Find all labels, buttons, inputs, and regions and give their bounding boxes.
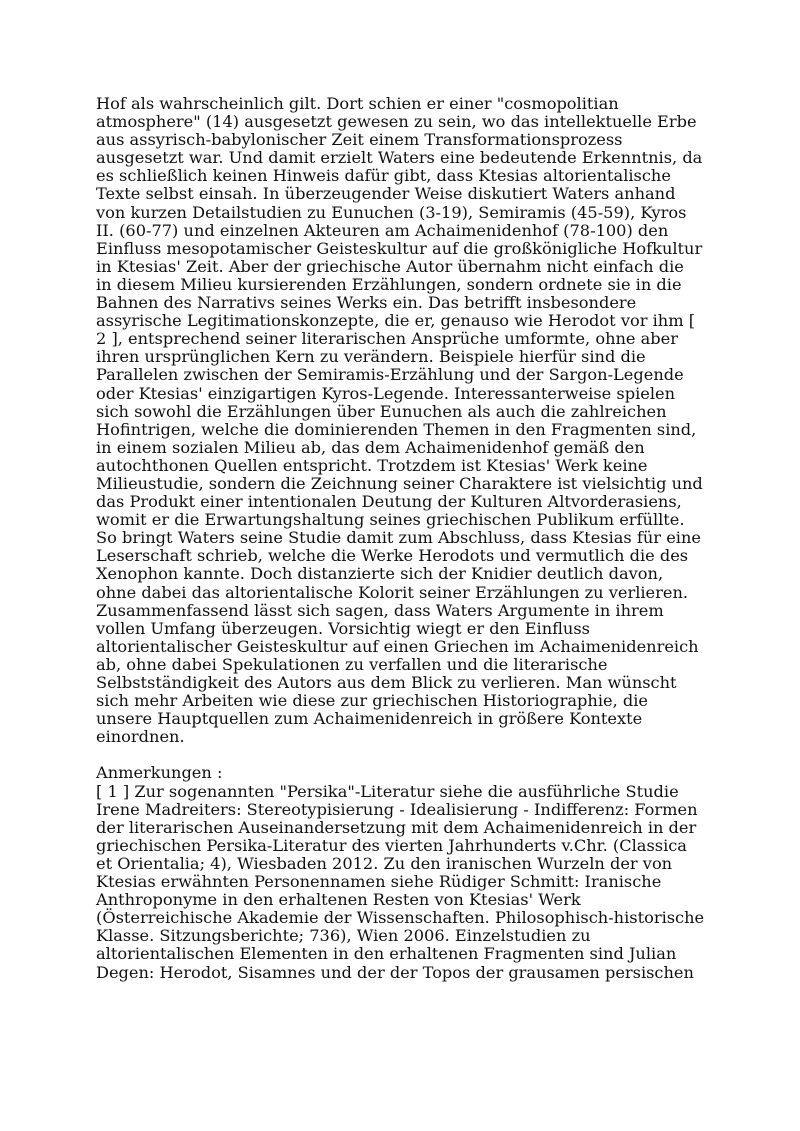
body-text-line: aus assyrisch-babylonischer Zeit einem Transformationsprozess <box>96 130 623 150</box>
body-text-line: ausgesetzt war. Und damit erzielt Waters eine bedeutende Erkenntnis, da <box>96 148 703 168</box>
body-text-line: assyrische Legitimationskonzepte, die er, genauso wie Herodot vor ihm [ <box>96 311 696 331</box>
note-line: (Österreichische Akademie der Wissenschaften. Philosophisch-historische <box>96 908 705 928</box>
body-text-line: das Produkt einer intentionalen Deutung der Kulturen Altvorderasiens, <box>96 492 682 512</box>
body-text-line: Parallelen zwischen der Semiramis-Erzählung und der Sargon-Legende <box>96 365 684 385</box>
body-text-line: Texte selbst einsah. In überzeugender Weise diskutiert Waters anhand <box>96 184 676 204</box>
note-line: Degen: Herodot, Sisamnes und der der Topos der grausamen persischen <box>96 962 694 982</box>
note-line: et Orientalia; 4), Wiesbaden 2012. Zu den iranischen Wurzeln der von <box>96 853 673 873</box>
body-text-line: ihren ursprünglichen Kern zu verändern. Beispiele hierfür sind die <box>96 347 646 367</box>
note-line: Irene Madreiters: Stereotypisierung - Idealisierung - Indifferenz: Formen <box>96 799 698 819</box>
body-text-line: Xenophon kannte. Doch distanzierte sich der Knidier deutlich davon, <box>96 564 664 584</box>
body-text-line: von kurzen Detailstudien zu Eunuchen (3-19), Semiramis (45-59), Kyros <box>96 202 687 222</box>
body-text-line: sich mehr Arbeiten wie diese zur griechischen Historiographie, die <box>96 691 649 711</box>
note-line: altorientalischen Elementen in den erhaltenen Fragmenten sind Julian <box>96 944 677 964</box>
document-page <box>96 95 736 982</box>
notes-text <box>96 783 736 982</box>
body-text-line: Hof als wahrscheinlich gilt. Dort schien er einer "cosmopolitian <box>96 94 619 113</box>
note-line: Ktesias erwähnten Personennamen siehe Rüdiger Schmitt: Iranische <box>96 872 662 892</box>
body-text-line: Selbstständigkeit des Autors aus dem Blick zu verlieren. Man wünscht <box>96 673 677 692</box>
body-text-line: Hofintrigen, welche die dominierenden Themen in den Fragmenten sind, <box>96 419 697 439</box>
body-text-line: es schließlich keinen Hinweis dafür gibt, dass Ktesias altorientalische <box>96 166 671 186</box>
note-line: Anthroponyme in den erhaltenen Resten von Ktesias' Werk <box>96 890 581 910</box>
body-text-line: ab, ohne dabei Spekulationen zu verfallen und die literarische <box>96 654 608 674</box>
body-text-line: altorientalischer Geisteskultur auf einen Griechen im Achaimenidenreich <box>96 636 699 656</box>
paragraph-gap <box>96 746 736 764</box>
body-text-line: autochthonen Quellen entspricht. Trotzdem ist Ktesias' Werk keine <box>96 455 648 475</box>
body-text-line: in diesem Milieu kursierenden Erzählungen, sondern ordnete sie in die <box>96 274 682 294</box>
note-line: [ 1 ] Zur sogenannten "Persika"-Literatur siehe die ausführliche Studie <box>96 781 679 801</box>
body-text-line: Leserschaft schrieb, welche die Werke Herodots und vermutlich die des <box>96 546 689 566</box>
body-text-line: 2 ], entsprechend seiner literarischen Ansprüche umformte, ohne aber <box>96 329 678 349</box>
note-line: griechischen Persika-Literatur des vierten Jahrhunderts v.Chr. (Classica <box>96 835 687 855</box>
body-text-line: womit er die Erwartungshaltung seines griechischen Publikum erfüllte. <box>96 510 685 530</box>
note-line: der literarischen Auseinandersetzung mit dem Achaimenidenreich in der <box>96 817 697 837</box>
body-text-line: unsere Hauptquellen zum Achaimenidenreich in größere Kontexte <box>96 709 643 729</box>
body-text-line: oder Ktesias' einzigartigen Kyros-Legende. Interessanterweise spielen <box>96 383 676 403</box>
notes-heading: Anmerkungen : <box>96 763 223 783</box>
body-text-line: So bringt Waters seine Studie damit zum Abschluss, dass Ktesias für eine <box>96 528 701 548</box>
body-text-line: atmosphere" (14) ausgesetzt gewesen zu sein, wo das intellektuelle Erbe <box>96 112 697 132</box>
body-text-line: Einfluss mesopotamischer Geisteskultur auf die großkönigliche Hofkultur <box>96 238 703 258</box>
body-text-line: Bahnen des Narrativs seines Werks ein. Das betrifft insbesondere <box>96 293 637 313</box>
body-text-line: ohne dabei das altorientalische Kolorit seiner Erzählungen zu verlieren. <box>96 582 689 602</box>
body-text-line: Milieustudie, sondern die Zeichnung seiner Charaktere ist vielsichtig und <box>96 473 703 493</box>
note-line: Klasse. Sitzungsberichte; 736), Wien 2006. Einzelstudien zu <box>96 926 591 946</box>
body-text-line: vollen Umfang überzeugen. Vorsichtig wiegt er den Einfluss <box>96 618 590 638</box>
body-text-line: Zusammenfassend lässt sich sagen, dass Waters Argumente in ihrem <box>96 600 664 620</box>
body-text-line: in Ktesias' Zeit. Aber der griechische Autor übernahm nicht einfach die <box>96 256 684 276</box>
body-text-line: in einem sozialen Milieu ab, das dem Achaimenidenhof gemäß den <box>96 437 645 457</box>
body-text-line: II. (60-77) und einzelnen Akteuren am Achaimenidenhof (78-100) den <box>96 220 669 240</box>
body-text-line: sich sowohl die Erzählungen über Eunuchen als auch die zahlreichen <box>96 401 667 421</box>
body-text-line: einordnen. <box>96 727 185 747</box>
body-text <box>96 95 736 746</box>
